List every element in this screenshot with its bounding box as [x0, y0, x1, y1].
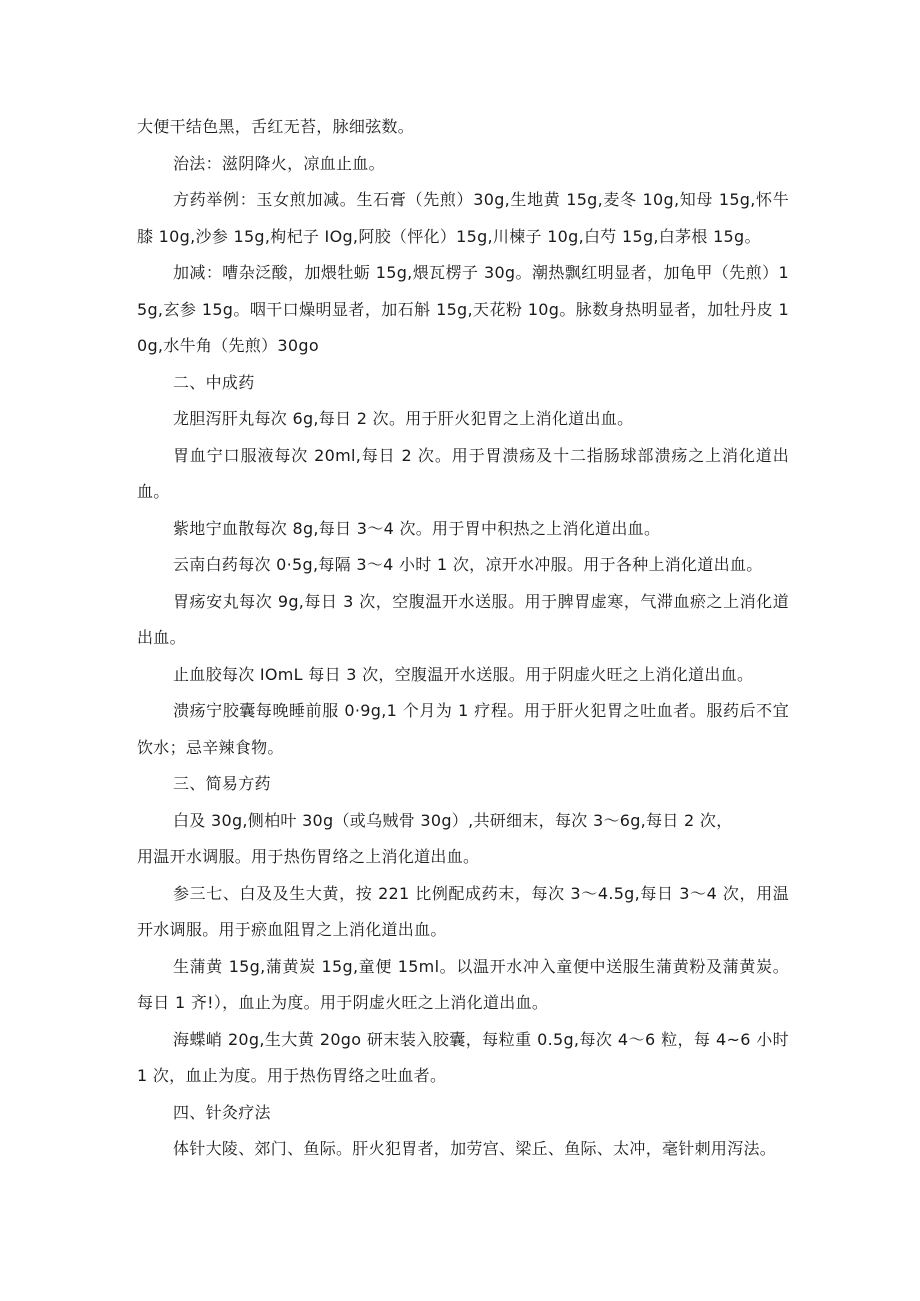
paragraph-baiji-cebaiye: 白及 30g,侧柏叶 30g（或乌贼骨 30g）,共研细末，每次 3～6g,每日 2 次，: [173, 810, 733, 830]
paragraph-weiyangan: 胃疡安丸每次 9g,每日 3 次，空腹温开水送服。用于脾胃虚寒，气滞血瘀之上消化道出血。: [137, 591, 789, 647]
section-heading-simple-remedies: 三、简易方药: [173, 774, 271, 793]
paragraph-sanqi-baiji: 参三七、白及及生大黄，按 221 比例配成药末，每次 3～4.5g,每日 3～4 次，用温开水调服。用于瘀血阻胃之上消化道出血。: [137, 883, 789, 939]
paragraph-weixuening: 胃血宁口服液每次 20ml,每日 2 次。用于胃溃疡及十二指肠球部溃疡之上消化道出血。: [137, 445, 789, 501]
paragraph-zidining: 紫地宁血散每次 8g,每日 3～4 次。用于胃中积热之上消化道出血。: [173, 518, 661, 538]
paragraph-yunnan-baiyao: 云南白药每次 0·5g,每隔 3～4 小时 1 次，凉开水冲服。用于各种上消化道出血。: [173, 555, 763, 574]
paragraph-modifications: 加减：嘈杂泛酸，加煨牡蛎 15g,煨瓦楞子 30g。潮热飘红明显者，加龟甲（先煎）15g,玄参 15g。咽干口燥明显者，加石斛 15g,天花粉 10g。脉数身热明显者，加牡丹皮 10g,水牛角（先煎）30go: [137, 263, 789, 355]
paragraph-baiji-usage: 用温开水调服。用于热伤胃络之上消化道出血。: [137, 847, 480, 866]
paragraph-zhixuejiao: 止血胶每次 IOmL 每日 3 次，空腹温开水送服。用于阴虚火旺之上消化道出血。: [173, 664, 754, 684]
section-heading-acupuncture: 四、针灸疗法: [173, 1102, 271, 1122]
paragraph-haipiaoxiao: 海蝶峭 20g,生大黄 20go 研末装入胶囊，每粒重 0.5g,每次 4～6 粒，每 4~6 小时 1 次，血止为度。用于热伤胃络之吐血者。: [137, 1029, 789, 1085]
paragraph-symptoms-end: 大便干结色黑，舌红无苔，脉细弦数。: [137, 117, 415, 136]
paragraph-treatment-method: 治法：滋阴降火，凉血止血。: [173, 153, 385, 173]
paragraph-body-acupuncture: 体针大陵、郊门、鱼际。肝火犯胃者，加劳宫、梁丘、鱼际、太冲，毫针刺用泻法。: [173, 1139, 777, 1158]
paragraph-prescription-example: 方药举例：玉女煎加减。生石膏（先煎）30g,生地黄 15g,麦冬 10g,知母 15g,怀牛膝 10g,沙参 15g,枸杞子 IOg,阿胶（怦化）15g,川楝子 10g,白芍 15g,白茅根 15g。: [137, 190, 789, 246]
paragraph-puhuang: 生蒲黄 15g,蒲黄炭 15g,童便 15ml。以温开水冲入童便中送服生蒲黄粉及蒲黄炭。每日 1 齐!），血止为度。用于阴虚火旺之上消化道出血。: [137, 956, 789, 1012]
document-body: [137, 109, 789, 1168]
paragraph-longdan-pill: 龙胆泻肝丸每次 6g,每日 2 次。用于肝火犯胃之上消化道出血。: [173, 409, 634, 428]
section-heading-patent-medicine: 二、中成药: [173, 372, 255, 392]
paragraph-kuiyangning: 溃疡宁胶囊每晚睡前服 0·9g,1 个月为 1 疗程。用于肝火犯胃之吐血者。服药后不宜饮水；忌辛辣食物。: [137, 701, 789, 757]
